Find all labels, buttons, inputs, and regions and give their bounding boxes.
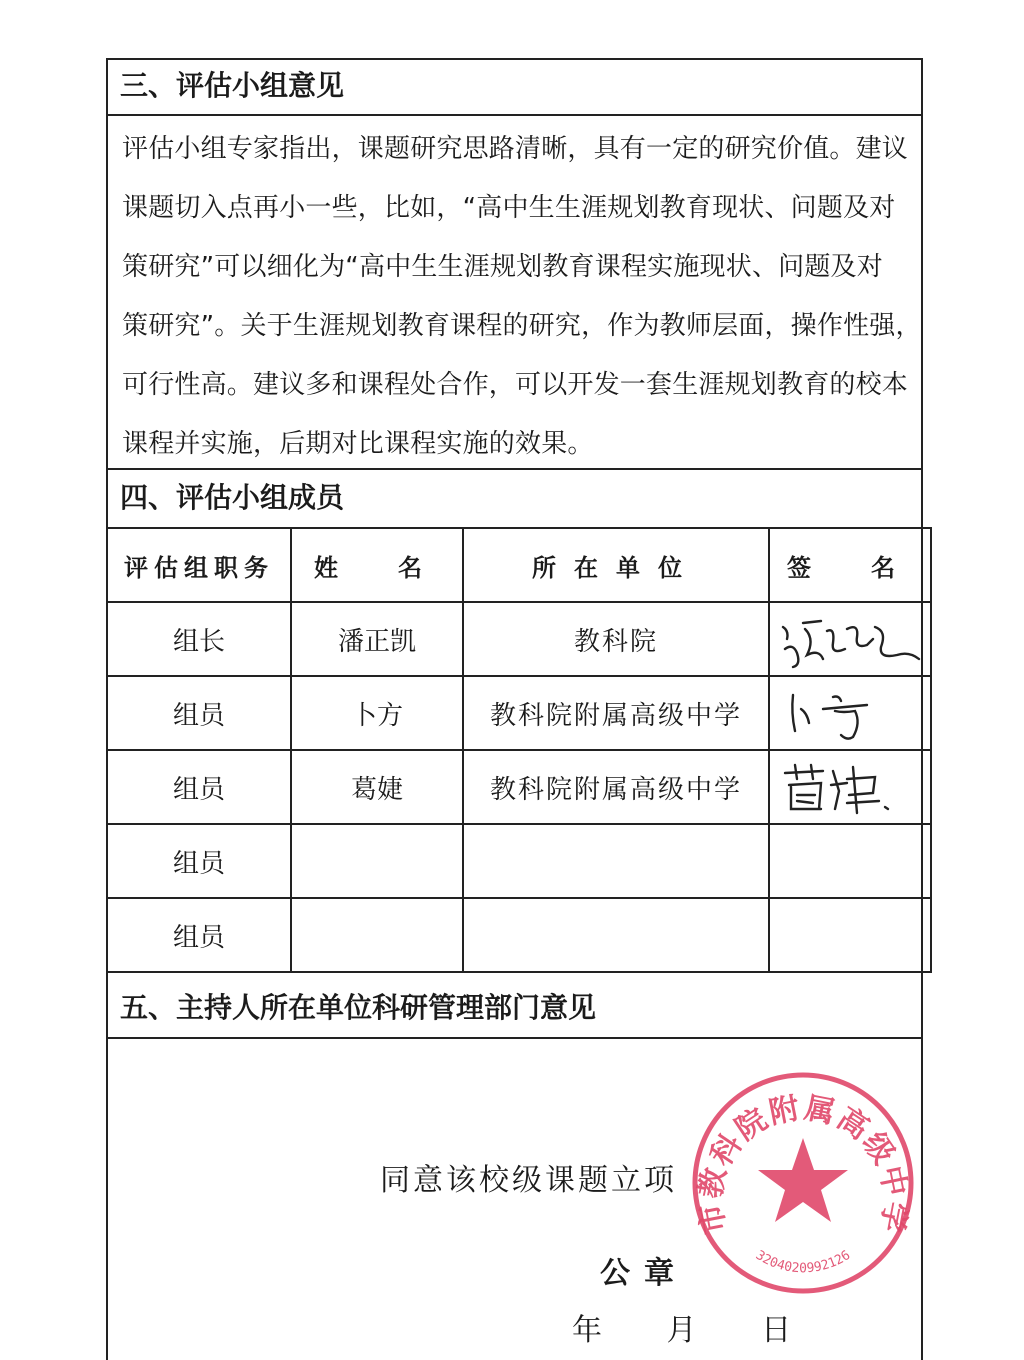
opinion-line: 策研究”。关于生涯规划教育课程的研究，作为教师层面，操作性强，	[122, 311, 922, 341]
seal-number: 3204020992126	[752, 1247, 854, 1277]
table-row	[107, 750, 931, 824]
member-signature	[769, 602, 931, 676]
opinion-line: 课题切入点再小一些，比如，“高中生生涯规划教育现状、问题及对	[122, 193, 896, 223]
table-row	[107, 824, 931, 898]
member-role: 组长	[107, 602, 291, 676]
divider	[106, 468, 923, 470]
table-header-row	[107, 528, 931, 602]
opinion-line: 策研究”可以细化为“高中生生涯规划教育课程实施现状、问题及对	[122, 252, 883, 282]
approval-text: 同意该校级课题立项	[380, 1163, 677, 1198]
member-name	[291, 824, 463, 898]
member-signature	[769, 750, 931, 824]
member-name: 葛婕	[291, 750, 463, 824]
section-3-title: 三、评估小组意见	[120, 69, 345, 102]
member-org: 教科院	[463, 602, 769, 676]
member-role: 组员	[107, 824, 291, 898]
member-role: 组员	[107, 750, 291, 824]
section-5-title: 五、主持人所在单位科研管理部门意见	[120, 991, 597, 1024]
official-seal	[690, 1070, 916, 1296]
member-name	[291, 898, 463, 972]
seal-label: 公章	[600, 1256, 688, 1291]
member-signature	[769, 898, 931, 972]
handwritten-signature	[775, 609, 925, 669]
date-month: 月	[666, 1313, 697, 1348]
header-signature: 签 名	[769, 528, 931, 602]
star-icon	[758, 1138, 848, 1222]
divider	[106, 58, 923, 60]
table-row	[107, 676, 931, 750]
member-org	[463, 898, 769, 972]
handwritten-signature	[775, 683, 925, 743]
evaluation-opinion	[122, 120, 922, 474]
date-line	[572, 1305, 846, 1349]
member-role: 组员	[107, 676, 291, 750]
member-name: 卜方	[291, 676, 463, 750]
header-role: 评估组职务	[107, 528, 291, 602]
svg-text:3204020992126	[753, 1248, 853, 1276]
header-name: 姓 名	[291, 528, 463, 602]
member-org: 教科院附属高级中学	[463, 750, 769, 824]
member-name: 潘正凯	[291, 602, 463, 676]
opinion-line: 评估小组专家指出，课题研究思路清晰，具有一定的研究价值。建议	[122, 134, 909, 164]
header-org: 所在单位	[463, 528, 769, 602]
divider	[106, 1037, 923, 1039]
seal-text: 市教科院附属高级中学	[692, 1090, 914, 1237]
member-signature	[769, 824, 931, 898]
divider	[106, 114, 923, 116]
date-day: 日	[761, 1313, 792, 1348]
members-table	[106, 527, 932, 973]
opinion-line: 课程并实施，后期对比课程实施的效果。	[122, 429, 594, 459]
member-org	[463, 824, 769, 898]
table-row	[107, 602, 931, 676]
member-org: 教科院附属高级中学	[463, 676, 769, 750]
opinion-line: 可行性高。建议多和课程处合作，可以开发一套生涯规划教育的校本	[122, 370, 909, 400]
member-role: 组员	[107, 898, 291, 972]
handwritten-signature	[775, 757, 925, 817]
member-signature	[769, 676, 931, 750]
date-year: 年	[572, 1313, 602, 1348]
section-4-title: 四、评估小组成员	[120, 481, 345, 514]
table-row	[107, 898, 931, 972]
